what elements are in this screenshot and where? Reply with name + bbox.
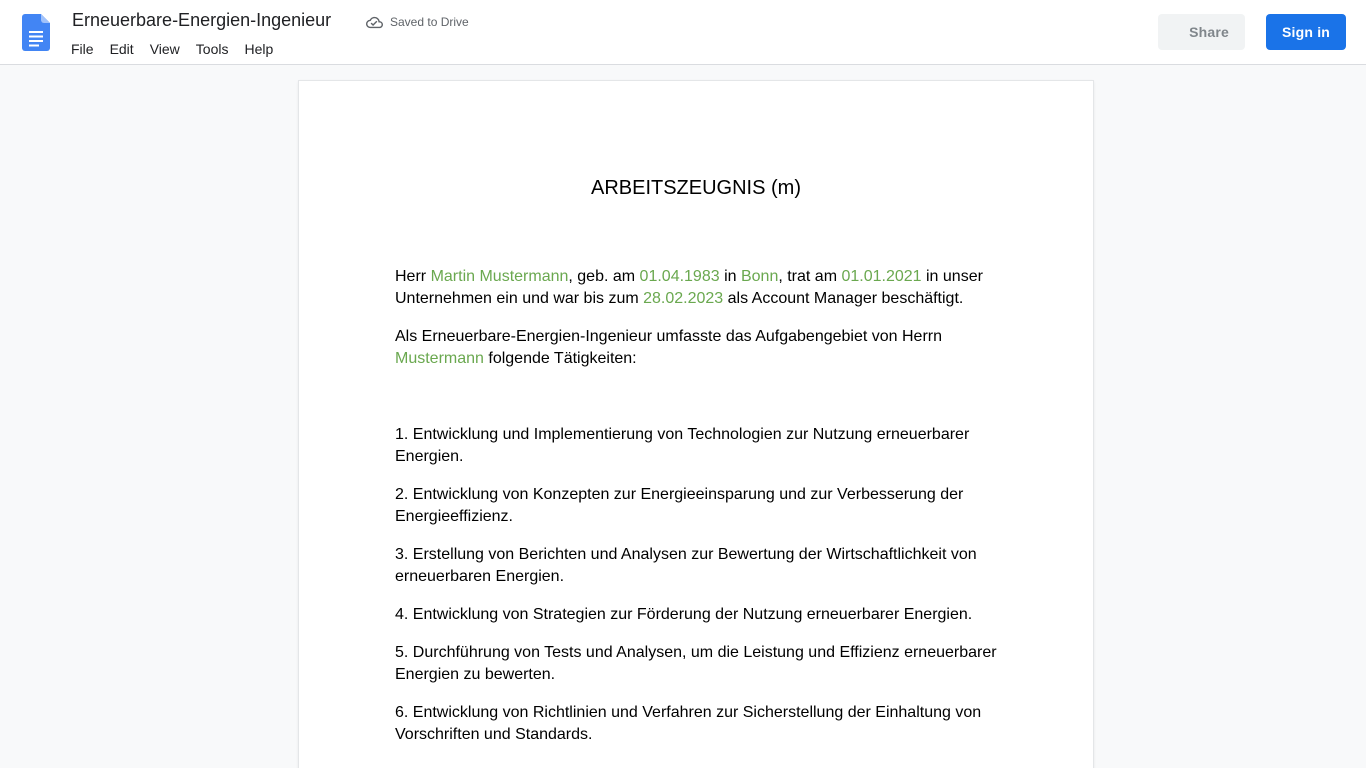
task-item: 1. Entwicklung und Implementierung von Technologien zur Nutzung erneuerbarer Energien. [395,426,970,465]
intro-text-2: , geb. am [568,268,640,285]
share-button[interactable]: Share [1158,14,1245,50]
save-status [366,14,469,30]
menu-view[interactable]: View [149,41,180,57]
intro-text-3: in [719,268,741,285]
task-item: 4. Entwicklung von Strategien zur Förderung der Nutzung erneuerbarer Energien. [395,606,973,623]
menu-edit[interactable]: Edit [109,41,134,57]
birth-date: 01.04.1983 [639,268,720,285]
document-body [395,266,997,762]
task-item: 6. Entwicklung von Richtlinien und Verfahren zur Sicherstellung der Einhaltung von Vorschriften und Standards. [395,704,982,743]
tasks-intro-text-2: folgende Tätigkeiten: [483,350,637,367]
intro-text-6: als Account Manager beschäftigt. [723,290,964,307]
document-title[interactable]: Erneuerbare-Energien-Ingenieur [72,10,332,30]
cloud-done-icon [366,14,383,31]
intro-paragraph [395,266,997,310]
save-status-label: Saved to Drive [390,15,469,29]
app-header [0,0,1366,65]
intro-text-4: , trat am [778,268,842,285]
employee-surname: Mustermann [395,350,484,367]
paragraph-spacer [395,386,997,424]
google-docs-icon[interactable] [22,14,50,51]
sign-in-button[interactable]: Sign in [1266,14,1346,50]
menu-tools[interactable]: Tools [195,41,229,57]
task-item: 2. Entwicklung von Konzepten zur Energieeinsparung und zur Verbesserung der Energieeffizienz. [395,486,964,525]
task-item: 3. Erstellung von Berichten und Analysen zur Bewertung der Wirtschaftlichkeit von erneuerbaren Energien. [395,546,977,585]
menu-file[interactable]: File [71,41,94,57]
birth-place: Bonn [740,268,779,285]
task-item: 5. Durchführung von Tests und Analysen, um die Leistung und Effizienz erneuerbarer Energien zu bewerten. [395,644,997,683]
employee-name: Martin Mustermann [430,268,569,285]
intro-text-1: Herr [395,268,431,285]
end-date: 28.02.2023 [643,290,724,307]
intro-text-5: in unser Unternehmen ein und war bis zum [395,268,983,307]
tasks-intro-paragraph [395,326,997,370]
menu-bar [63,39,281,59]
document-page [299,81,1093,768]
start-date: 01.01.2021 [841,268,922,285]
document-heading: ARBEITSZEUGNIS (m) [590,177,801,199]
tasks-intro-text-1: Als Erneuerbare-Energien-Ingenieur umfasste das Aufgabengebiet von Herrn [395,328,942,345]
menu-help[interactable]: Help [244,41,274,57]
